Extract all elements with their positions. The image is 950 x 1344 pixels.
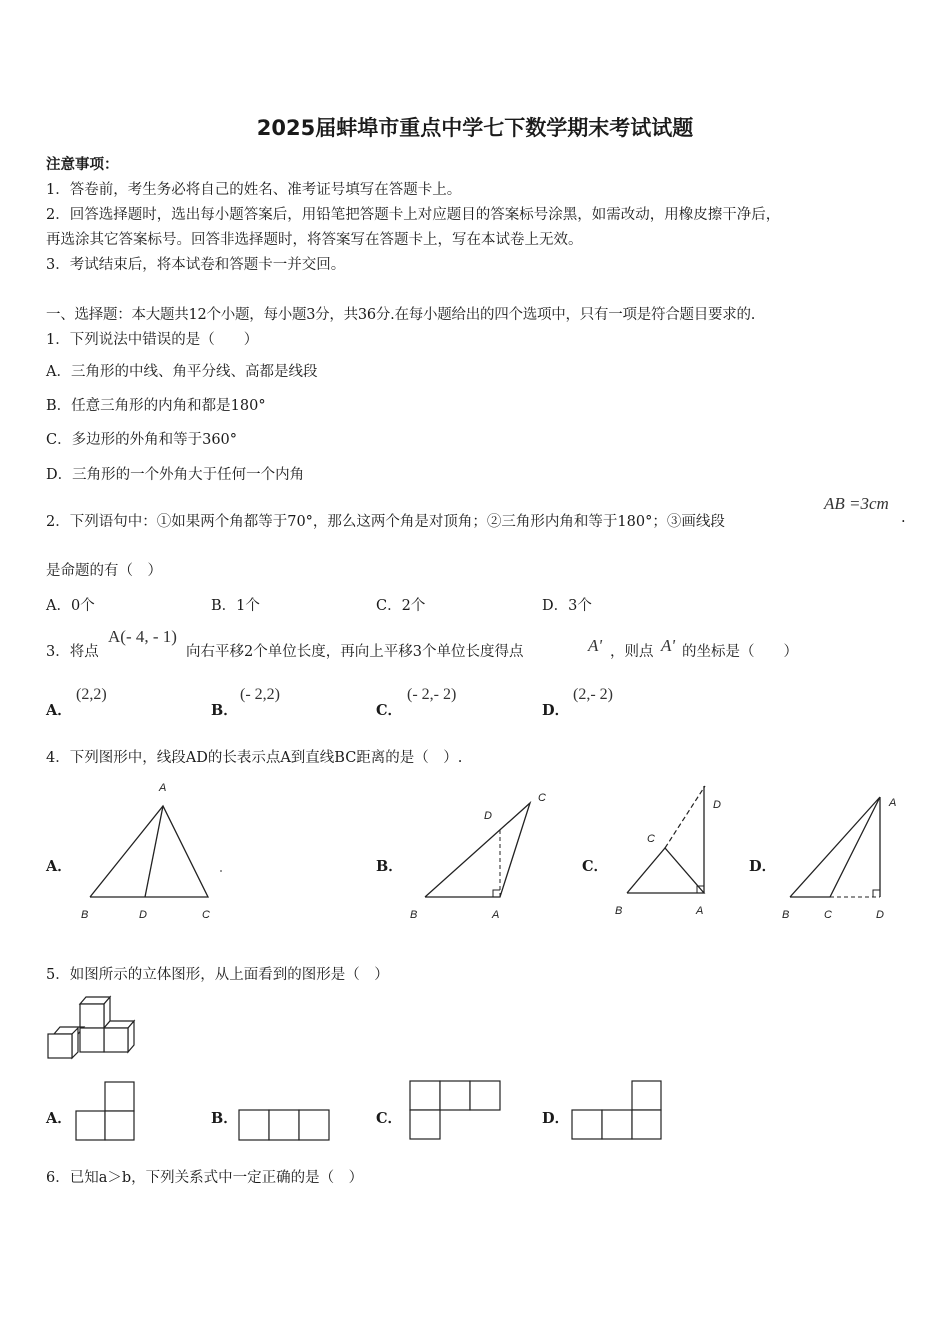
svg-text:C: C [538,792,546,804]
svg-text:C: C [202,909,210,921]
notice-item: 再选涂其它答案标号。回答非选择题时，将答案写在答题卡上，写在本试卷上无效。 [46,232,583,248]
q2-option-d: D．3个 [542,598,592,614]
q1-option-c: C．多边形的外角和等于360° [46,432,238,448]
q3-value-b: (- 2,2) [240,686,280,703]
svg-text:D: D [713,799,721,811]
q2-option-c: C．2个 [376,598,426,614]
q1-stem: 1．下列说法中错误的是（ ） [46,332,259,348]
q4-label-a: A． [46,858,72,875]
svg-text:B: B [410,909,418,921]
q4-stem: 4．下列图形中，线段AD的长表示点A到直线BC距离的是（ ）. [46,750,463,766]
q2-math: AB =3cm [824,494,889,513]
q3-point-prime-1: A' [588,636,603,655]
q5-label-c: C． [376,1110,403,1127]
notice-heading: 注意事项： [46,156,119,173]
svg-text:B: B [81,909,89,921]
notice-item: 1．答卷前，考生务必将自己的姓名、准考证号填写在答题卡上。 [46,182,462,198]
svg-text:A: A [696,905,704,917]
q3-stem-b: 向右平移2个单位长度，再向上平移3个单位长度得点 [186,644,524,660]
q3-label-d: D． [542,702,570,719]
svg-text:B: B [782,909,790,921]
q3-point-prime-2: A' [661,636,676,655]
q3-stem-d: 的坐标是（ ） [682,644,798,660]
q5-option-c-figure[interactable] [407,1078,503,1142]
svg-text:A: A [889,797,897,809]
q4-figure-a [75,776,235,926]
svg-text:C: C [647,833,655,845]
q4-label-c: C． [582,858,609,875]
q5-solid-figure [44,992,139,1064]
q5-label-b: B． [211,1110,238,1127]
q2-end: . [901,510,906,526]
svg-text:D: D [139,909,147,921]
q5-stem: 5．如图所示的立体图形，从上面看到的图形是（ ） [46,967,389,983]
q3-point: A(- 4, - 1) [108,627,177,646]
q3-value-d: (2,- 2) [573,686,613,703]
page-title: 2025届蚌埠市重点中学七下数学期末考试试题 [256,116,694,140]
q3-stem-c: ，则点 [610,644,654,660]
svg-text:D: D [484,810,492,822]
q6-stem: 6．已知a＞b，下列关系式中一定正确的是（ ） [46,1170,364,1186]
section-heading: 一、选择题：本大题共12个小题，每小题3分，共36分.在每小题给出的四个选项中，只有一项是符合题目要求的. [46,307,756,323]
svg-text:D: D [876,909,884,921]
q5-option-b-figure[interactable] [236,1107,332,1143]
q3-label-c: C． [376,702,403,719]
svg-text:B: B [615,905,623,917]
q4-figure-d [770,776,920,926]
q5-label-a: A． [46,1110,72,1127]
q4-figure-c [605,776,740,926]
q3-value-a: (2,2) [76,686,107,703]
q4-label-b: B． [376,858,403,875]
notice-item: 3．考试结束后，将本试卷和答题卡一并交回。 [46,257,346,273]
q3-label-b: B． [211,702,238,719]
q3-stem-a: 3．将点 [46,644,99,660]
q4-label-d: D． [749,858,777,875]
svg-text:A: A [492,909,500,921]
q3-value-c: (- 2,- 2) [407,686,457,703]
q1-option-d: D．三角形的一个外角大于任何一个内角 [46,467,305,483]
q2-stem: 2．下列语句中：①如果两个角都等于70°，那么这两个角是对顶角；②三角形内角和等于180°；③画线段 [46,514,725,530]
q5-option-d-figure[interactable] [569,1078,665,1142]
q3-label-a: A． [46,702,72,719]
q5-option-a-figure[interactable] [72,1080,138,1142]
svg-text:C: C [824,909,832,921]
q2-option-a: A．0个 [46,598,95,614]
svg-text:A: A [159,782,167,794]
q2-stem-2: 是命题的有（ ） [46,563,162,579]
q4-figure-b [400,776,565,926]
notice-item: 2．回答选择题时，选出每小题答案后，用铅笔把答题卡上对应题目的答案标号涂黑，如需改动，用橡皮擦干净后， [46,207,781,223]
q2-option-b: B．1个 [211,598,260,614]
q1-option-a: A．三角形的中线、角平分线、高都是线段 [46,364,318,380]
q5-label-d: D． [542,1110,570,1127]
q1-option-b: B．任意三角形的内角和都是180° [46,398,266,414]
